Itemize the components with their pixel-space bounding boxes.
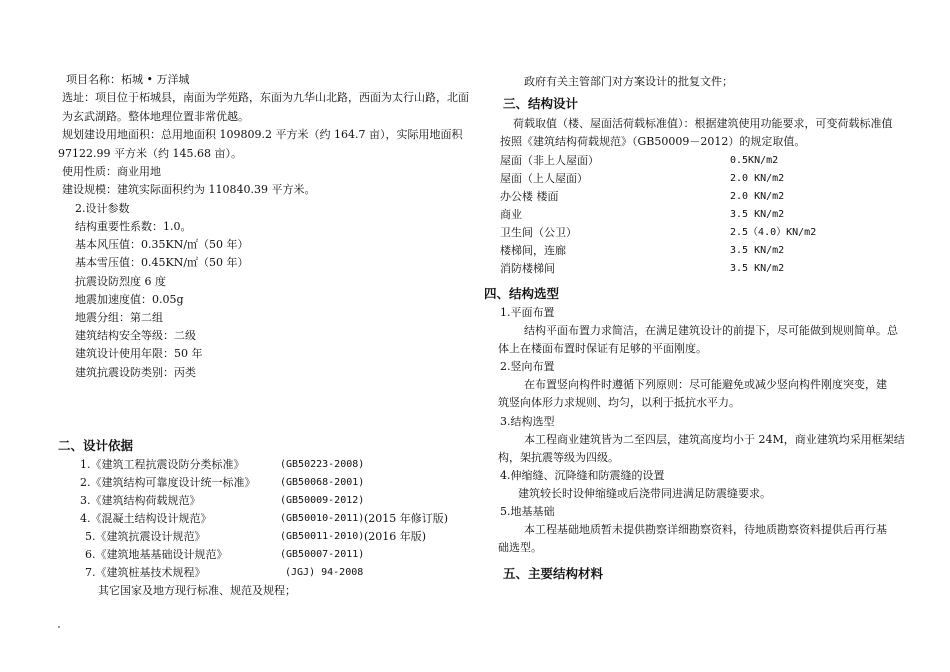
- standard-name: 3.《建筑结构荷载规范》: [80, 494, 201, 507]
- joint-title: 4.伸缩缝、沉降缝和防震缝的设置: [500, 469, 665, 482]
- joint-text: 建筑较长时设伸缩缝或后浇带同进满足防震缝要求。: [518, 487, 771, 500]
- param-item: 地震加速度值：0.05g: [75, 293, 184, 306]
- standard-name: 4.《混凝土结构设计规范》: [80, 512, 212, 525]
- usage-text: 使用性质：商业用地: [62, 165, 161, 178]
- site-text-2: 为玄武湖路。整体地理位置非常优越。: [62, 110, 249, 123]
- load-value: 2.5（4.0）KN/m2: [730, 227, 817, 238]
- load-value: 3.5 KN/m2: [730, 209, 785, 220]
- land-text-1: 规划建设用地面积：总用地面积 109809.2 平方米（约 164.7 亩），实际用地面积: [62, 128, 463, 141]
- plan-text-1: 结构平面布置力求简洁，在满足建筑设计的前提下，尽可能做到规则简单。总: [524, 324, 898, 337]
- load-value: 0.5KN/m2: [730, 155, 779, 166]
- param-item: 基本雪压值：0.45KN/㎡（50 年）: [75, 256, 249, 269]
- standard-code: (GB50007-2011): [280, 549, 365, 560]
- vertical-text-1: 在布置竖向构件时遵循下列原则：尽可能避免或减少竖向构件刚度突变，建: [524, 378, 887, 391]
- vertical-title: 2.竖向布置: [500, 360, 555, 373]
- standard-name: 5.《建筑抗震设计规范》: [85, 530, 206, 543]
- standard-code: (GB50068-2001): [280, 477, 365, 488]
- load-item: 屋面（上人屋面）: [500, 172, 588, 185]
- others-text: 其它国家及地方现行标准、规范及规程；: [98, 584, 296, 597]
- approval-text: 政府有关主管部门对方案设计的批复文件；: [524, 75, 733, 88]
- params-title: 2.设计参数: [75, 202, 130, 215]
- section-3-heading: 三、结构设计: [503, 96, 579, 111]
- foundation-text-2: 础选型。: [498, 541, 542, 554]
- standard-note: (2016 年版): [364, 530, 427, 543]
- standard-name: 1.《建筑工程抗震设防分类标准》: [80, 458, 245, 471]
- param-item: 基本风压值：0.35KN/㎡（50 年）: [75, 238, 249, 251]
- load-value: 2.0 KN/m2: [730, 191, 785, 202]
- load-value: 3.5 KN/m2: [730, 245, 785, 256]
- vertical-text-2: 筑竖向体形力求规则、均匀，以利于抵抗水平力。: [498, 396, 740, 409]
- param-item: 抗震设防烈度 6 度: [75, 275, 166, 288]
- standard-code: (JGJ) 94-2008: [285, 567, 364, 578]
- standard-note: (2015 年修订版): [364, 512, 449, 525]
- standard-code: (GB50009-2012): [280, 495, 365, 506]
- load-value: 2.0 KN/m2: [730, 173, 785, 184]
- section-4-heading: 四、结构选型: [484, 286, 560, 301]
- param-item: 建筑结构安全等级：二级: [75, 329, 196, 342]
- standard-code: (GB50011-2010): [280, 531, 365, 542]
- section-5-heading: 五、主要结构材料: [503, 566, 604, 581]
- param-item: 建筑抗震设防类别：丙类: [75, 366, 196, 379]
- load-item: 消防楼梯间: [500, 262, 555, 275]
- page-dot: [58, 626, 60, 628]
- param-item: 建筑设计使用年限：50 年: [75, 347, 203, 360]
- param-item: 结构重要性系数：1.0。: [75, 220, 192, 233]
- load-item: 商业: [500, 208, 522, 221]
- load-item: 办公楼 楼面: [500, 190, 559, 203]
- selection-text-2: 构，架抗震等级为四级。: [498, 451, 619, 464]
- scale-text: 建设规模：建筑实际面积约为 110840.39 平方米。: [62, 183, 316, 196]
- load-item: 楼梯间，连廊: [500, 244, 566, 257]
- standard-code: (GB50223-2008): [280, 459, 365, 470]
- selection-title: 3.结构选型: [500, 415, 555, 428]
- load-item: 卫生间（公卫）: [500, 226, 577, 239]
- plan-text-2: 体上在楼面布置时保证有足够的平面刚度。: [498, 342, 707, 355]
- plan-title: 1.平面布置: [500, 306, 555, 319]
- standard-name: 6.《建筑地基基础设计规范》: [85, 548, 228, 561]
- load-text-1: 荷载取值（楼、屋面活荷载标准值）：根据建筑使用功能要求，可变荷载标准值: [513, 117, 893, 130]
- load-item: 屋面（非上人屋面）: [500, 154, 599, 167]
- project-name: 项目名称：柘城 • 万洋城: [66, 73, 190, 86]
- param-item: 地震分组：第二组: [75, 311, 163, 324]
- selection-text-1: 本工程商业建筑皆为二至四层，建筑高度均小于 24M，商业建筑均采用框架结: [524, 433, 905, 446]
- standard-name: 7.《建筑桩基技术规程》: [85, 566, 206, 579]
- foundation-text-1: 本工程基础地质暂未提供勘察详细勘察资料，待地质勘察资料提供后再行基: [524, 523, 887, 536]
- site-text-1: 选址：项目位于柘城县，南面为学苑路，东面为九华山北路，西面为太行山路，北面: [62, 91, 469, 104]
- foundation-title: 5.地基基础: [500, 505, 555, 518]
- load-text-2: 按照《建筑结构荷载规范》（GB50009－2012）的规定取值。: [500, 135, 806, 148]
- standard-code: (GB50010-2011): [280, 513, 365, 524]
- section-2-heading: 二、设计依据: [58, 438, 134, 453]
- land-text-2: 97122.99 平方米（约 145.68 亩）。: [58, 147, 242, 160]
- load-value: 3.5 KN/m2: [730, 263, 785, 274]
- standard-name: 2.《建筑结构可靠度设计统一标准》: [80, 476, 256, 489]
